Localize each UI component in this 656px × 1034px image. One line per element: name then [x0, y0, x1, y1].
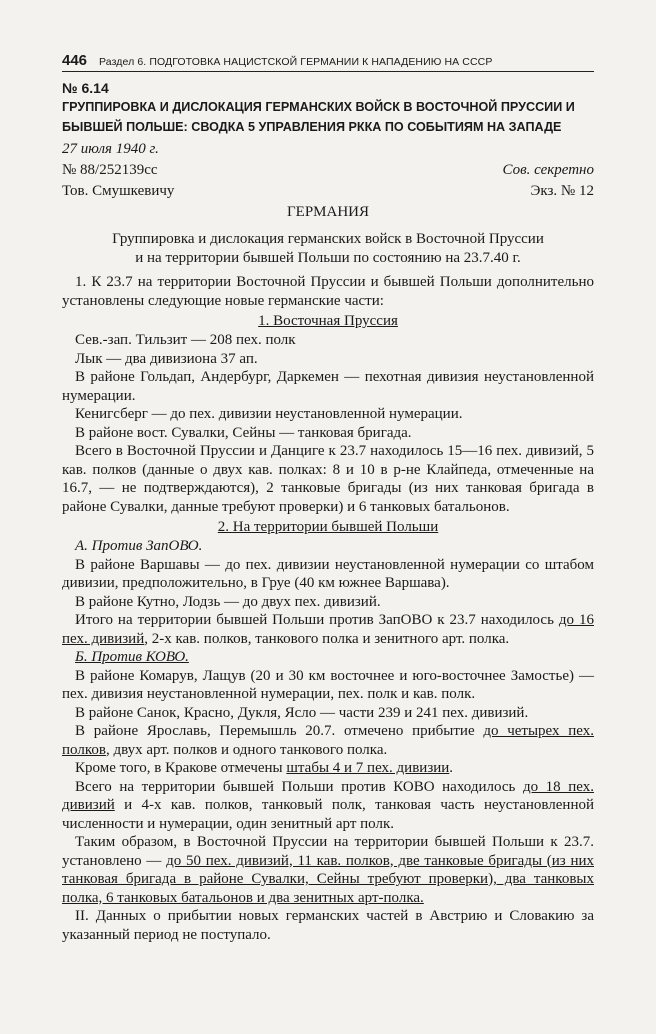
s2b-line-2: В районе Санок, Красно, Дукля, Ясло — части 239 и 241 пех. дивизий.: [75, 704, 529, 721]
s2b-line-4-text-1: Кроме того, в Кракове отмечены: [75, 760, 287, 776]
document-meta: [62, 161, 594, 180]
s2a-total: [62, 611, 594, 648]
intro-paragraph: 1. К 23.7 на территории Восточной Пруссии и бывшей Польши дополнительно установлены следующие новые германские части:: [62, 274, 594, 309]
s2b-line-3-text-1: В районе Ярославь, Перемышль 20.7. отмечено прибытие: [75, 723, 484, 739]
section-title: Раздел 6. ПОДГОТОВКА НАЦИСТСКОЙ ГЕРМАНИИ К НАПАДЕНИЮ НА СССР: [99, 56, 493, 68]
s2a-heading: А. Против ЗапОВО.: [75, 538, 203, 554]
classification-block: [503, 161, 595, 180]
s2b-line-3-underlined: до четырех пех. полков: [62, 723, 594, 758]
s2b-total-text-2: и 4-х кав. полков, танковый полк, танковая часть неустановленной численности и нумерации, один зенитный арт полк.: [62, 797, 594, 832]
s2a-total-text-2: , 2-х кав. полков, танкового полка и зенитного арт. полка.: [144, 630, 510, 647]
s2b-line-1: В районе Комарув, Лащув (20 и 30 км восточнее и юго-восточнее Замостье) — пех. дивизия неустановленной нумерации, пех. полк и кав. полк.: [62, 667, 594, 702]
s2b-total-underlined: до 18 пех. дивизий: [62, 778, 594, 813]
country-heading: ГЕРМАНИЯ: [286, 204, 370, 220]
s2b-line-3: [62, 722, 594, 759]
copy-row: [62, 182, 594, 201]
s1-line-2: Лык — два дивизиона 37 ап.: [75, 350, 258, 367]
summary-paragraph: [62, 833, 594, 907]
s2a-total-underlined: до 16 пех. дивизий: [62, 612, 594, 647]
registration-number: № 88/252139сс: [62, 162, 158, 178]
report-title: [62, 230, 594, 267]
report-title-line-2: и на территории бывшей Польши по состоянию на 23.7.40 г.: [135, 249, 521, 266]
page-number: 446: [62, 52, 88, 69]
s2b-heading: [62, 648, 594, 667]
document-content: [62, 76, 594, 944]
s2b-line-4-underlined: штабы 4 и 7 пех. дивизии: [286, 760, 450, 776]
summary-text: Таким образом, в Восточной Пруссии на территории бывшей Польши к 23.7. установлено —: [62, 834, 594, 869]
s1-line-3: В районе Гольдап, Андербург, Даркемен — пехотная дивизия неустановленной нумерации.: [62, 369, 594, 404]
addressee: Тов. Смушкевичу: [62, 183, 175, 199]
s2b-line-4: [62, 759, 594, 778]
s2a-line-1: В районе Варшавы — до пех. дивизии неустановленной нумерации со штабом дивизии, предположительно, в Груе (40 км южнее Варшава).: [62, 556, 594, 591]
s1-line-5: В районе вост. Сувалки, Сейны — танковая бригада.: [75, 424, 412, 441]
running-head: [62, 52, 594, 72]
s2b-line-4-text-2: .: [449, 760, 454, 776]
document-number: № 6.14: [62, 80, 109, 96]
document-title: ГРУППИРОВКА И ДИСЛОКАЦИЯ ГЕРМАНСКИХ ВОЙСК В ВОСТОЧНОЙ ПРУССИИ И БЫВШЕЙ ПОЛЬШЕ: СВОДКА 5 УПРАВЛЕНИЯ РККА ПО СОБЫТИЯМ НА ЗАПАДЕ: [62, 100, 575, 134]
summary-underlined: до 50 пех. дивизий, 11 кав. полков, две танковые бригады (из них танковая бригада в районе Сувалки, Сейны требуют проверки), два танковых полка, 6 танковых батальонов и два зенитных арт-полка.: [62, 852, 594, 906]
classification-label: Сов. секретно: [502, 162, 594, 178]
section-1-heading-text: 1. Восточная Пруссия: [258, 313, 398, 329]
s2a-total-text-1: Итого на территории бывшей Польши против ЗапОВО к 23.7 находилось: [75, 612, 559, 628]
s2b-total: [62, 778, 594, 834]
s2b-heading-text: Б. Против КОВО.: [75, 649, 189, 665]
section-1-heading: [62, 312, 594, 331]
s1-total: Всего в Восточной Пруссии и Данциге к 23.7 находилось 15—16 пех. дивизий, 5 кав. полков (данные о двух кав. полках: 8 и 10 в р-не Клайпеда, отмеченные на 16.7, — не подтверждаются), 2 танковые бригады (из них танковая бригада в районе Сувалки, данные требуют проверки) и 6 танковых батальонов.: [62, 443, 594, 515]
closing-paragraph: II. Данных о прибытии новых германских частей в Австрию и Словакию за указанный период не поступало.: [62, 908, 594, 943]
copy-number: Экз. № 12: [530, 183, 594, 199]
s2b-total-text-1: Всего на территории бывшей Польши против КОВО находилось: [75, 778, 523, 795]
s2b-line-3-text-2: , двух арт. полков и одного танкового полка.: [105, 741, 388, 758]
s2a-line-2: В районе Кутно, Лодзь — до двух пех. дивизий.: [75, 593, 381, 610]
section-2-heading-text: 2. На территории бывшей Польши: [217, 519, 439, 535]
section-2-heading: [62, 518, 594, 537]
s1-line-1: Сев.-зап. Тильзит — 208 пех. полк: [75, 332, 296, 348]
s1-line-4: Кенигсберг — до пех. дивизии неустановленной нумерации.: [75, 406, 463, 422]
report-title-line-1: Группировка и дислокация германских войск в Восточной Пруссии: [112, 231, 544, 247]
document-date: 27 июля 1940 г.: [62, 141, 159, 157]
